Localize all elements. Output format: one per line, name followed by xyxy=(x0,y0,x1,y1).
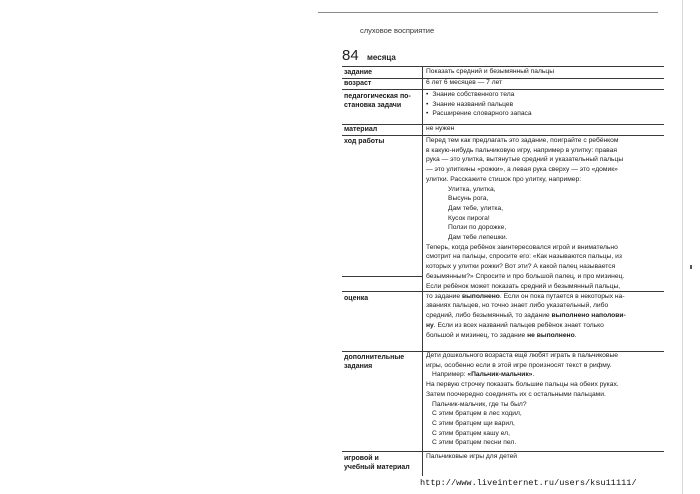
poem-line: С этим братцем щи варил, xyxy=(432,419,515,427)
page-number-caption: месяца xyxy=(367,53,396,62)
goal-list xyxy=(426,90,662,119)
procedure-line: безымянным?» Спросите и про большой палец, и про мизинец. xyxy=(426,272,625,280)
procedure-line: — это улиткины «рожки», а левая рука сверху — это «домик» xyxy=(426,166,618,174)
evaluation-line: Если ребёнок может показать средний и безымянный пальцы, xyxy=(426,283,621,290)
goal-item: • Знание собственного тела xyxy=(426,90,662,100)
task-table xyxy=(342,66,664,476)
task-value: Показать средний и безымянный пальцы xyxy=(426,68,555,75)
task-label: задание xyxy=(344,69,373,76)
procedure-label: ход работы xyxy=(344,138,385,145)
material-value: не нужен xyxy=(426,125,455,132)
poem-line: Высунь рога, xyxy=(448,195,489,203)
evaluation-line: большой и мизинец, то задание не выполнено. xyxy=(426,331,577,339)
poem-line: Дам тебе, улитка, xyxy=(448,204,504,212)
evaluation-line: ну. Если из всех названий пальцев ребёнок знает только xyxy=(426,321,604,329)
page-number: 84 xyxy=(342,47,359,64)
extra-line: Например: «Пальчик-мальчик». xyxy=(432,371,535,379)
poem-line: Дам тебе лепешки. xyxy=(448,234,508,242)
evaluation-line: средний, либо безымянный, то задание выполнено наполови- xyxy=(426,312,626,320)
goal-item: • Знание названий пальцев xyxy=(426,100,662,110)
evaluation-line: званиях пальцев, но точно знает либо указательный, либо xyxy=(426,302,609,310)
poem-line: Пальчик-мальчик, где ты был? xyxy=(432,400,527,408)
procedure-line: которых у улитки рожки? Вот эти? А какой палец называется xyxy=(426,263,616,271)
evaluation-label: оценка xyxy=(344,295,369,302)
extra-line: игры, особенно если в этой игре произносят текст в рифму. xyxy=(426,361,612,369)
age-value: 6 лет 6 месяцев — 7 лет xyxy=(426,79,503,86)
poem-line: Улитка, улитка, xyxy=(448,185,496,193)
procedure-line: Перед тем как предлагать это задание, поиграйте с ребёнком xyxy=(426,137,619,144)
extra-line: Дети дошкольного возраста ещё любят играть в пальчиковые xyxy=(426,352,618,359)
procedure-line: Теперь, когда ребёнок заинтересовался игрой и внимательно xyxy=(426,243,618,251)
poem-line: С этим братцем в лес ходил, xyxy=(432,410,522,418)
extra-line: Затем поочередно соединять их с остальными пальцами. xyxy=(426,390,606,398)
procedure-line: смотрит на пальцы, спросите его: «Как называются пальцы, из xyxy=(426,253,622,261)
procedure-line: рука — это улитка, вытянутые средний и указательный пальцы xyxy=(426,156,624,164)
poem-line: С этим братцем кашу ел, xyxy=(432,429,510,437)
goal-item: • Расширение словарного запаса xyxy=(426,109,662,119)
procedure-text xyxy=(426,136,662,282)
evaluation-line: то задание выполнено. Если он пока путается в некоторых на- xyxy=(426,292,625,300)
poem-line: С этим братцем песни пел. xyxy=(432,439,517,447)
poem-line: Кусок пирога! xyxy=(448,214,490,222)
extra-line: На первую строчку показать большие пальцы на обеих руках. xyxy=(426,381,619,389)
watermark-url: http://www.liveinternet.ru/users/ksu11111/ xyxy=(420,478,637,488)
procedure-line: улитки. Расскажите стишок про улитку, например: xyxy=(426,175,582,183)
scan-speck xyxy=(690,265,692,269)
material-label: материал xyxy=(344,126,378,133)
page-edge xyxy=(682,0,683,494)
extra-label: дополнительные задания xyxy=(344,354,405,370)
game-material-value: Пальчиковые игры для детей xyxy=(426,453,518,460)
evaluation-text xyxy=(426,282,662,340)
column-divider xyxy=(422,66,423,476)
extra-text xyxy=(426,351,662,448)
top-rule xyxy=(318,12,658,13)
age-label: возраст xyxy=(344,80,372,87)
procedure-line: в какую-нибудь пальчиковую игру, например в улитку: правая xyxy=(426,146,617,154)
poem-line: Ползи по дорожке, xyxy=(448,224,507,232)
rule xyxy=(342,276,422,277)
section-title: слуховое восприятие xyxy=(360,26,435,35)
goal-label: педагогическая по- становка задачи xyxy=(344,93,411,109)
game-material-label: игровой и учебный материал xyxy=(344,455,410,471)
